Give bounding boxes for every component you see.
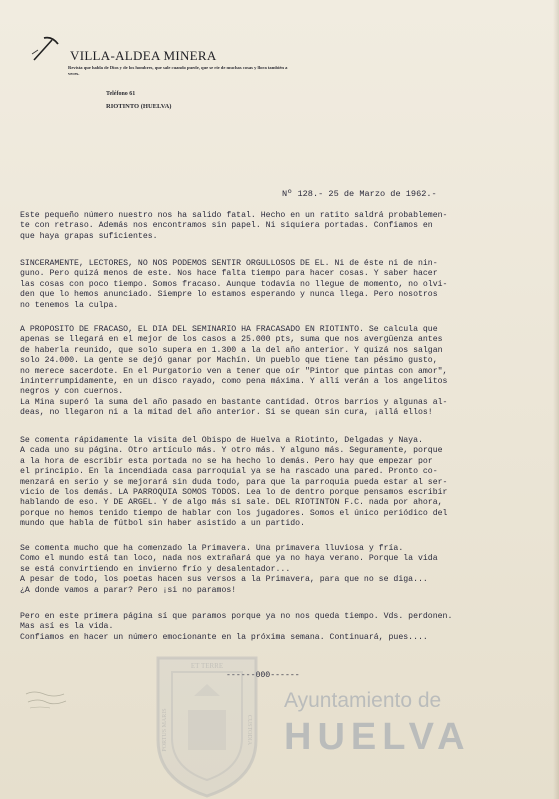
text-line: SINCERAMENTE, LECTORES, NO NOS PODEMOS SENTIR ORGULLOSOS DE EL. Ni de éste ni de nin-: [20, 259, 438, 268]
text-line: ininterrumpidamente, en un disco rayado, como pena máxima. Y allí verán a los angelitos: [20, 377, 448, 387]
text-line: Confiamos en hacer un número emocionante en la próxima semana. Continuará, pues....: [20, 632, 428, 642]
text-line: se está convirtiendo en invierno frío y desalentador...: [20, 564, 291, 574]
page-edge-shadow: [553, 0, 559, 799]
text-line: menzará en serio y se mejorará sin duda todo, para que la parroquia pueda estar al ser-: [20, 477, 448, 487]
text-line: deas, no llegaron ni a la mitad del año anterior. Si se quean sin cura, ¡allá ellos!: [20, 408, 433, 418]
text-line: solo 24.000. La gente se dejó ganar por Machín. Un pueblo que tiene tan pésimo gusto,: [20, 356, 438, 366]
text-line: Se comenta mucho que ha comenzado la Primavera. Una primavera lluviosa y fría.: [20, 544, 404, 553]
paragraph-1: [20, 211, 525, 242]
faded-stamp-icon: [24, 688, 70, 712]
text-line: a la hora de escribir esta portada no se ha hecho lo demás. Pero hay que empezar por: [20, 456, 433, 466]
watermark-line-2: HUELVA: [284, 716, 471, 758]
publication-subtitle: Revista que habla de Dios y de los hombres, que sale cuando puede, que se ríe de muchas cosas y llora también a veces.: [68, 65, 288, 76]
pickaxe-logo-icon: [30, 34, 60, 64]
section-separator: ------000------: [226, 671, 300, 680]
issue-dateline: Nº 128.- 25 de Marzo de 1962.-: [282, 189, 437, 199]
text-line: no merece sacerdote. En el Purgatorio ven a tener que oír "Pintor que pintas con amor",: [20, 366, 448, 376]
text-line: que haya grapas suficientes.: [20, 231, 158, 241]
text-line: ¿A donde vamos a parar? Pero ¡si no paramos!: [20, 585, 237, 595]
text-line: Mas así es la vida.: [20, 622, 114, 632]
text-line: las cosas con poco tiempo. Somos fracaso. Aunque todavía no llegue de momento, no olvi-: [20, 279, 448, 289]
text-line: negros y con cuernos.: [20, 387, 124, 397]
text-line: A cada uno su página. Otro artículo más. Y otro más. Y alguno más. Seguramente, porque: [20, 446, 443, 456]
text-line: vicio de los demás. LA PARROQUIA SOMOS TODOS. Lea lo de dentro porque pensamos escribir: [20, 488, 448, 498]
paragraph-3: [20, 325, 525, 419]
text-line: Este pequeño número nuestro nos ha salido fatal. Hecho en un ratito saldrá probablemen-: [20, 211, 448, 220]
text-line: te con retraso. Además nos encontramos sin papel. Ni siquiera portadas. Confiamos en: [20, 221, 433, 231]
text-line: Se comenta rápidamente la visita del Obispo de Huelva a Riotinto, Delgadas y Naya.: [20, 436, 423, 445]
text-line: el principio. En la incendiada casa parroquial ya se ha rascado una pared. Pronto co-: [20, 467, 438, 477]
text-line: Como el mundo está tan loco, nada nos extrañará que ya no haya verano. Porque la vida: [20, 554, 438, 564]
text-line: mundo que habla de fútbol sin haber asistido a un partido.: [20, 519, 305, 529]
text-line: de haberla reunido, que solo supera en 1.300 a la del año anterior. Y quizá nos salgan: [20, 345, 443, 355]
text-line: A pesar de todo, los poetas hacen sus versos a la Primavera, para que no se diga...: [20, 575, 428, 585]
text-line: La Mina superó la suma del año pasado en bastante cantidad. Otros barrios y algunas al-: [20, 397, 448, 407]
paragraph-6: [20, 612, 525, 643]
watermark-line-1: Ayuntamiento de: [284, 689, 442, 712]
publication-phone: Teléfono 61: [106, 91, 136, 97]
paragraph-2: [20, 259, 525, 311]
text-line: guno. Pero quizá menos de este. Nos hace falta tiempo para hacer cosas. Y saber hacer: [20, 269, 438, 279]
crest-text-right: CUSTODIA: [246, 714, 252, 746]
text-line: hablando de eso. Y DE ARGEL. Y de algo más si sale. DEL RIOTINTON F.C. nada por ahora,: [20, 498, 443, 508]
text-line: porque no hemos tenido tiempo de hablar con los jugadores. Somos el único periódico del: [20, 508, 448, 518]
crest-text-left: PORTUS MARIS: [162, 708, 168, 752]
text-line: apenas se llegará en el mejor de los casos a 25.000 pts, suma que nos avergüenza antes: [20, 335, 443, 345]
text-line: no tenemos la culpa.: [20, 300, 119, 310]
paragraph-5: [20, 544, 525, 596]
crest-text-top: ET TERRE: [190, 662, 224, 670]
text-line: Pero en este primera página sí que paramos porque ya no nos queda tiempo. Vds. perdonen.: [20, 612, 453, 621]
publication-place: RIOTINTO (HUELVA): [106, 103, 172, 110]
publication-title: VILLA-ALDEA MINERA: [70, 48, 217, 63]
text-line: A PROPOSITO DE FRACASO, EL DIA DEL SEMINARIO HA FRACASADO EN RIOTINTO. Se calcula que: [20, 325, 438, 334]
text-line: den que lo hemos anunciado. Siempre lo estamos esperando y nunca llega. Pero nosotros: [20, 290, 438, 300]
paragraph-4: [20, 436, 525, 530]
